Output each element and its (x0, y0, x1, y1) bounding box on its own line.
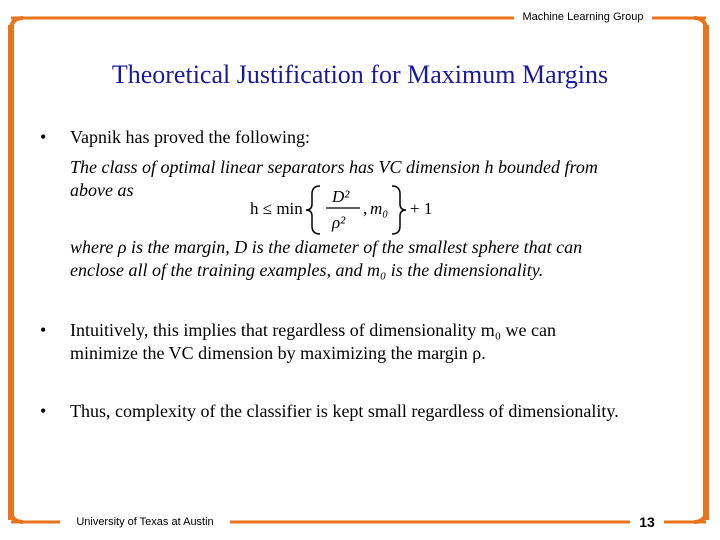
bullet-marker-2: • (40, 320, 47, 340)
page-number: 13 (630, 512, 664, 532)
bullet-marker-1: • (40, 127, 47, 147)
frame-corner-tr (694, 18, 706, 30)
formula-tail: + 1 (410, 199, 433, 218)
frame-corner-bl (11, 510, 23, 522)
bullet-1-intro: Vapnik has proved the following: (70, 127, 310, 147)
bullet-1-explanation-line2: enclose all of the training examples, and m₀ is the dimensionality. (70, 260, 544, 280)
footer-university: University of Texas at Austin (60, 514, 230, 530)
bullet-1-statement-line1: The class of optimal linear separators has VC dimension h bounded from (70, 157, 598, 177)
vc-bound-formula (250, 180, 440, 240)
formula-numerator: D² (332, 187, 350, 206)
formula-second-arg: m₀ (370, 199, 389, 218)
formula-denominator: ρ² (332, 213, 346, 232)
bullet-marker-3: • (40, 401, 47, 421)
formula-left-brace (306, 186, 320, 234)
formula-lhs: h ≤ min (250, 199, 303, 218)
formula-separator: , (363, 199, 368, 218)
bullet-2-line1: Intuitively, this implies that regardless of dimensionality m₀ we can (70, 320, 557, 340)
formula-right-brace (392, 186, 406, 234)
slide-title: Theoretical Justification for Maximum Margins (111, 60, 609, 89)
frame-corner-br (694, 510, 706, 522)
header-group-label: Machine Learning Group (514, 10, 652, 25)
frame-corner-tl (11, 18, 23, 30)
bullet-3-line1: Thus, complexity of the classifier is kept small regardless of dimensionality. (70, 401, 619, 421)
bullet-1-statement-line2: above as (70, 180, 134, 200)
bullet-2-line2: minimize the VC dimension by maximizing the margin ρ. (70, 343, 486, 363)
bullet-1-explanation-line1: where ρ is the margin, D is the diameter of the smallest sphere that can (70, 237, 583, 257)
